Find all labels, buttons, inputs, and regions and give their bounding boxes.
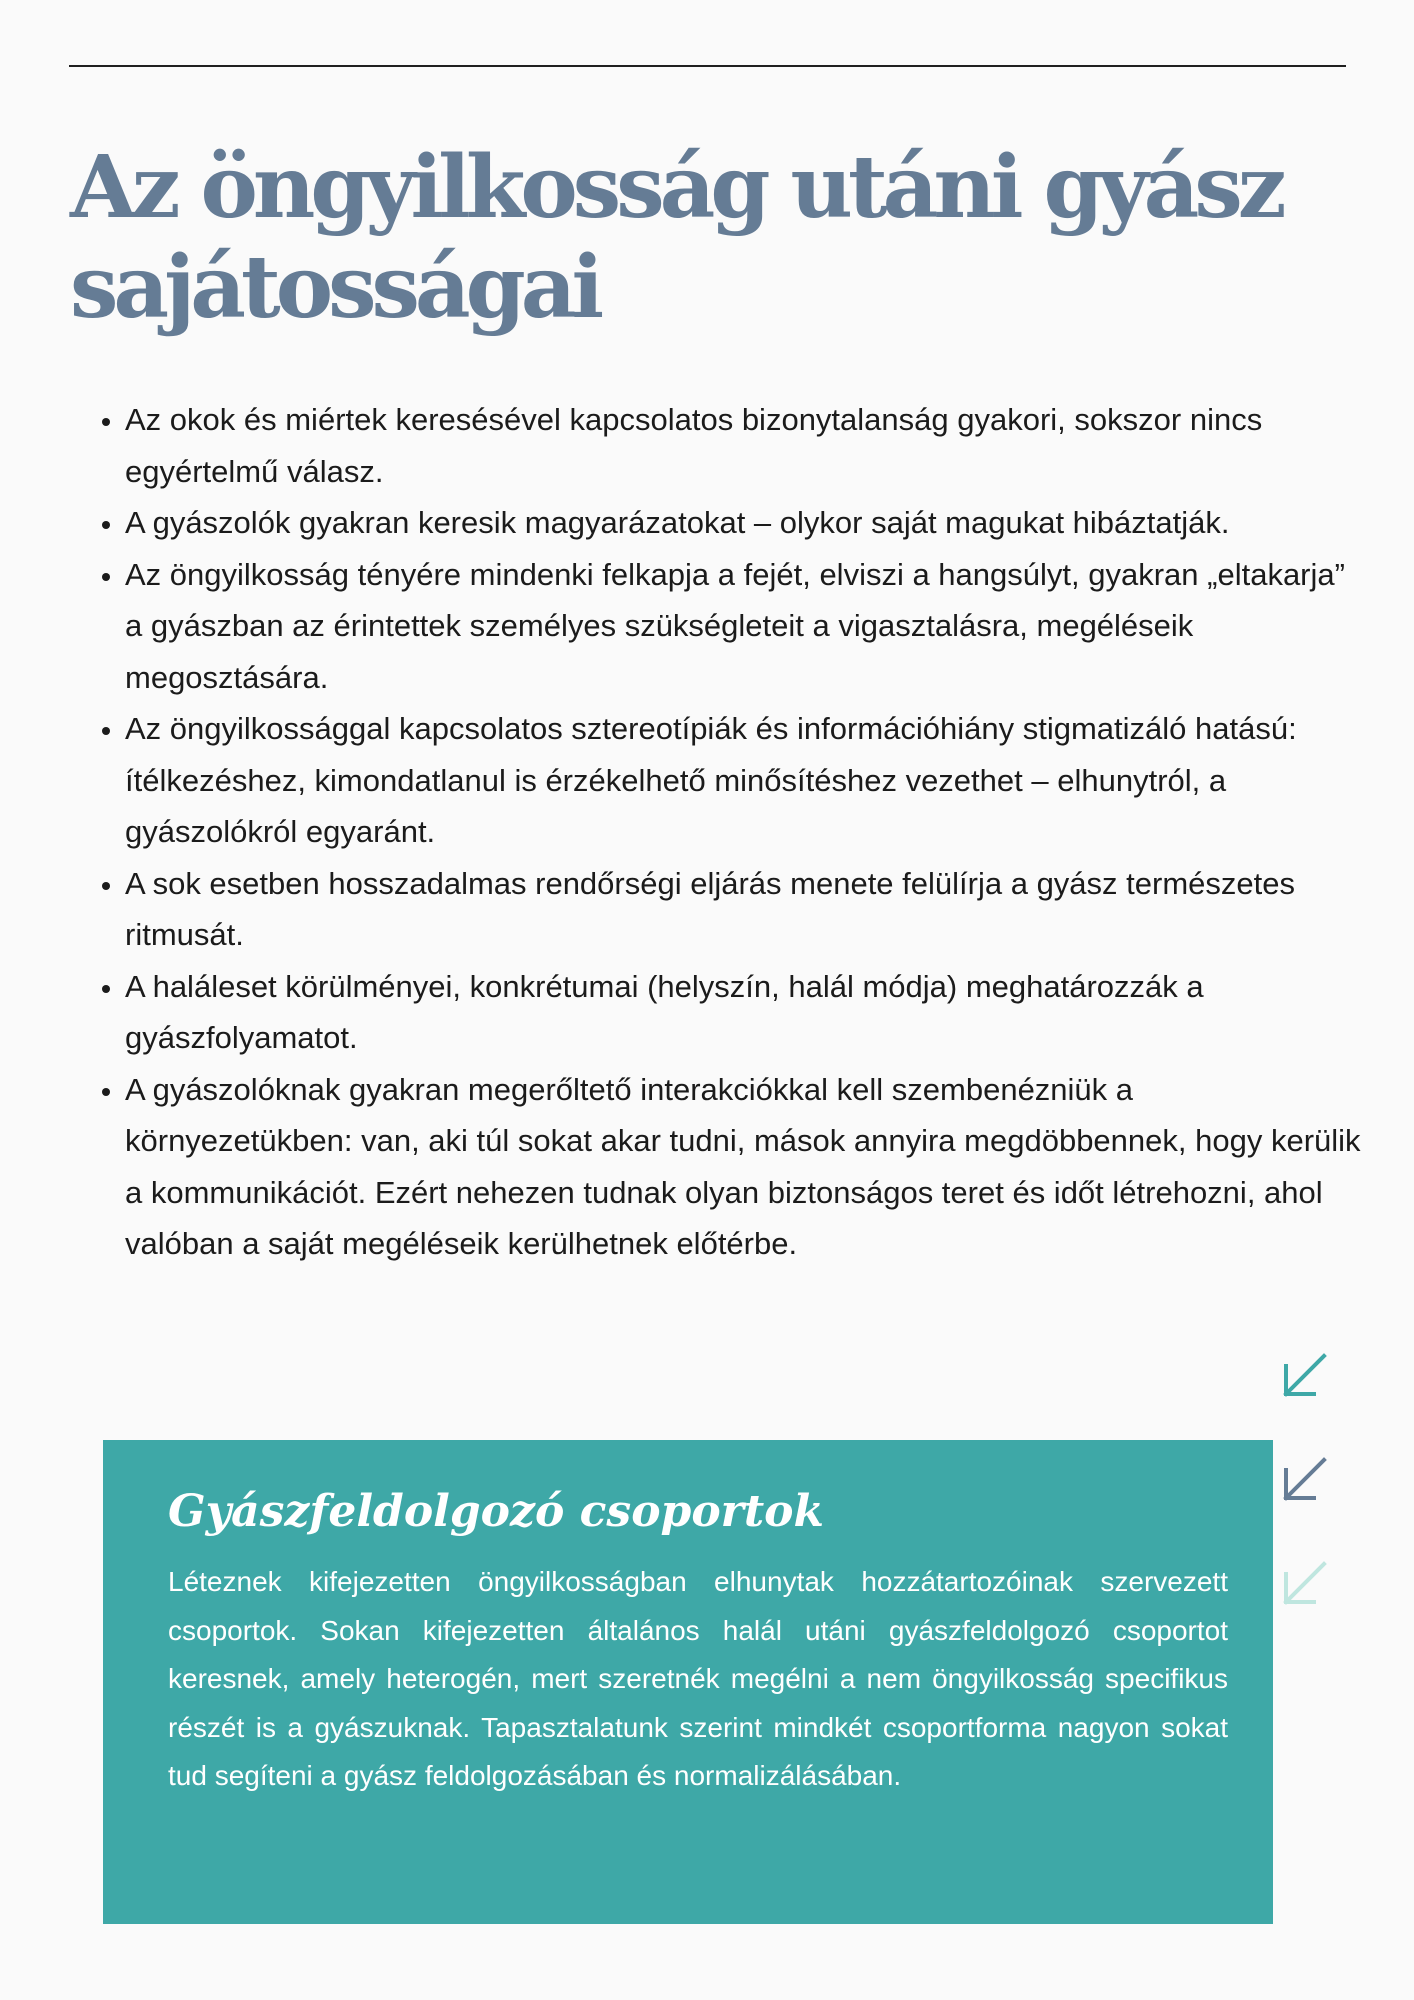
list-item: • Az öngyilkosság tényére mindenki felkapja a fejét, elviszi a hangsúlyt, gyakran „eltakarja” a gyászban az érintettek személyes szükségleteit a vigasztalásra, megéléseik megosztására. (125, 549, 1365, 704)
page-title: Az öngyilkosság utáni gyász sajátosságai (70, 137, 1282, 338)
list-item: • A gyászolók gyakran keresik magyarázatokat – olykor saját magukat hibáztatják. (125, 497, 1365, 549)
list-item: • A haláleset körülményei, konkrétumai (helyszín, halál módja) meghatározzák a gyászfolyamatot. (125, 961, 1365, 1064)
box-text: Léteznek kifejezetten öngyilkosságban elhunytak hozzátartozóinak szervezett csoportok. Sokan kifejezetten általános halál utáni gyászfeldolgozó csoportot keresnek, amely heterogén, mert szeretnék megélni a nem öngyilkosság specifikus részét is a gyászuknak. Tapasztalatunk szerint mindkét csoportforma nagyon sokat tud segíteni a gyász feldolgozásában és normalizálásában. (168, 1566, 1228, 1791)
list-item: • A sok esetben hosszadalmas rendőrségi eljárás menete felülírja a gyász természetes ritmusát. (125, 858, 1365, 961)
arrow-down-left-icon (1280, 1560, 1328, 1608)
top-divider (69, 65, 1346, 67)
list-item: • Az öngyilkossággal kapcsolatos sztereotípiák és információhiány stigmatizáló hatású: ítélkezéshez, kimondatlanul is érzékelhető minősítéshez vezethet – elhunytról, a gyászolókról egyaránt. (125, 703, 1365, 858)
list-item: • A gyászolóknak gyakran megerőltető interakciókkal kell szembenézniük a környezetükben: van, aki túl sokat akar tudni, mások annyira megdöbbennek, hogy kerülik a kommunikációt. Ezért nehezen tudnak olyan biztonságos teret és időt létrehozni, ahol valóban a saját megéléseik kerülhetnek előtérbe. (125, 1064, 1365, 1270)
box-title: Gyászfeldolgozó csoportok (168, 1486, 825, 1537)
list-item: • Az okok és miértek keresésével kapcsolatos bizonytalanság gyakori, sokszor nincs egyértelmű válasz. (125, 394, 1365, 497)
arrow-down-left-icon (1280, 1352, 1328, 1400)
arrow-down-left-icon (1280, 1456, 1328, 1504)
bullet-list (97, 394, 1365, 1270)
info-box (103, 1440, 1273, 1924)
